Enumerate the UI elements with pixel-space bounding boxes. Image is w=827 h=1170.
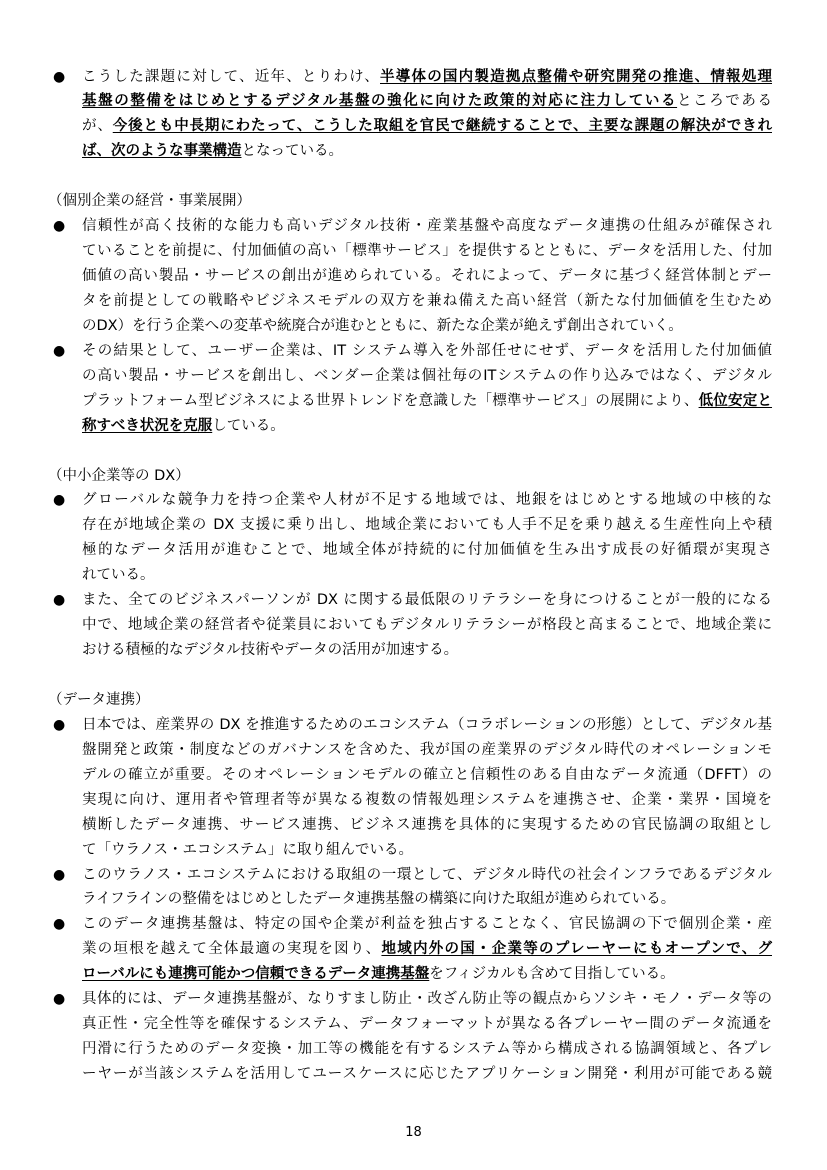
bullet-marker: ●	[53, 716, 66, 733]
text-line	[82, 813, 772, 838]
text-line	[82, 488, 772, 513]
text-line	[82, 314, 772, 339]
bullet-marker: ●	[53, 991, 66, 1008]
text-line	[82, 962, 772, 987]
bullet-item	[0, 214, 827, 339]
text-segment: その結果として、ユーザー企業は、IT システム導入を外部任せにせず、データを活用した付加価値	[82, 342, 772, 359]
text-line	[82, 1062, 772, 1087]
text-segment: 日本では、産業界の DX を推進するためのエコシステム（コラボレーションの形態）として、デジタル基	[82, 716, 772, 733]
emphasized-text: 基盤の整備をはじめとするデジタル基盤の強化に向けた政策的対応に注力している	[82, 93, 678, 110]
section-heading: （中小企業等の DX）	[48, 467, 190, 484]
bullet-item	[0, 65, 827, 165]
emphasized-text: ローバルにも連携可能かつ信頼できるデータ連携基盤	[82, 966, 430, 983]
section-intro	[0, 65, 827, 165]
text-line	[82, 638, 772, 663]
text-line	[82, 339, 772, 364]
text-segment: の高い製品・サービスを創出し、ベンダー企業は個社毎のITシステムの作り込みではなく、デジタル	[82, 367, 772, 384]
text-line	[82, 713, 772, 738]
text-line	[82, 214, 772, 239]
text-segment: が、	[82, 118, 113, 135]
text-line	[82, 937, 772, 962]
emphasized-text: 低位安定と	[698, 392, 773, 409]
bullet-item	[0, 713, 827, 863]
emphasized-text: 地域内外の国・企業等のプレーヤーにもオープンで、グ	[381, 941, 772, 958]
text-segment: タを前提としての戦略やビジネスモデルの双方を兼ね備えた高い経営（新たな付加価値を生むため	[82, 292, 772, 309]
text-segment: 円滑に行うためのデータ変換・加工等の機能を有するシステム等から構成される協調領域と、各プレ	[82, 1041, 772, 1058]
bullet-item	[0, 912, 827, 987]
text-line	[82, 513, 772, 538]
text-segment: 業の垣根を越えて全体最適の実現を図り、	[82, 941, 382, 958]
text-line	[82, 987, 772, 1012]
text-segment: ていることを前提に、付加価値の高い「標準サービス」を提供するとともに、データを活用した、付加	[82, 243, 772, 260]
emphasized-text: ば、次のような事業構造	[82, 143, 242, 160]
bullet-marker: ●	[53, 916, 66, 933]
bullet-marker: ●	[53, 492, 66, 509]
text-segment: プラットフォーム型ビジネスによる世界トレンドを意識した「標準サービス」の展開により、	[82, 392, 699, 409]
text-segment: をフィジカルも含めて目指している。	[429, 966, 675, 983]
text-segment: のDX）を行う企業への変革や統廃合が進むとともに、新たな企業が絶えず創出されていく。	[82, 317, 683, 334]
text-line	[82, 239, 772, 264]
section-individual-business	[0, 189, 827, 438]
text-segment: おける積極的なデジタル技術やデータの活用が加速する。	[82, 642, 459, 659]
text-segment: 具体的には、データ連携基盤が、なりすまし防止・改ざん防止等の観点からソシキ・モノ・データ等の	[82, 991, 772, 1008]
page-number: 18	[405, 1125, 422, 1140]
text-segment: ライフラインの整備をはじめとしたデータ連携基盤の構築に向けた取組が進められている。	[82, 891, 676, 908]
bullet-item	[0, 588, 827, 663]
bullet-marker: ●	[53, 218, 66, 235]
bullet-item	[0, 339, 827, 439]
text-line	[82, 389, 772, 414]
text-segment: 存在が地域企業の DX 支援に乗り出し、地域企業においても人手不足を乗り越える生産性向上や積	[82, 517, 772, 534]
text-line	[82, 414, 772, 439]
text-line	[82, 788, 772, 813]
bullet-item	[0, 987, 827, 1087]
text-line	[82, 114, 772, 139]
bullet-marker: ●	[53, 866, 66, 883]
text-segment: 信頼性が高く技術的な能力も高いデジタル技術・産業基盤や高度なデータ連携の仕組みが確保され	[82, 218, 772, 235]
text-segment: している。	[212, 417, 285, 434]
text-segment: となっている。	[241, 143, 343, 160]
text-segment: このデータ連携基盤は、特定の国や企業が利益を独占することなく、官民協調の下で個別企業・産	[82, 916, 772, 933]
text-segment: デルの確立が重要。そのオペレーションモデルの確立と信頼性のある自由なデータ流通（DFFT）の	[82, 766, 772, 783]
text-line	[82, 1037, 772, 1062]
bullet-item	[0, 488, 827, 588]
text-line	[82, 912, 772, 937]
text-line	[82, 538, 772, 563]
text-segment: 盤開発と政策・制度などのガバナンスを含めた、我が国の産業界のデジタル時代のオペレーションモ	[82, 741, 772, 758]
text-segment: て「ウラノス・エコシステム」に取り組んでいる。	[82, 841, 414, 858]
section-heading: （データ連携）	[48, 691, 150, 708]
text-line	[82, 613, 772, 638]
bullet-item	[0, 863, 827, 913]
text-line	[82, 289, 772, 314]
text-line	[82, 838, 772, 863]
text-segment: 極的なデータ活用が進むことで、地域全体が持続的に付加価値を生み出す成長の好循環が実現さ	[82, 542, 772, 559]
text-segment: 実現に向け、運用者や管理者等が異なる複数の情報処理システムを連携させ、企業・業界・国境を	[82, 791, 772, 808]
emphasized-text: 今後とも中長期にわたって、こうした取組を官民で継続することで、主要な課題の解決ができれ	[112, 118, 772, 135]
document-body	[0, 65, 827, 1087]
text-segment: 中で、地域企業の経営者や従業員においてもデジタルリテラシーが格段と高まることで、地域企業に	[82, 617, 772, 634]
text-line	[82, 738, 772, 763]
text-line	[82, 89, 772, 114]
text-line	[82, 139, 772, 164]
section-heading: （個別企業の経営・事業展開）	[48, 193, 251, 210]
bullet-marker: ●	[53, 592, 66, 609]
text-segment: グローバルな競争力を持つ企業や人材が不足する地域では、地銀をはじめとする地域の中核的な	[82, 492, 772, 509]
bullet-marker: ●	[53, 342, 66, 359]
text-line	[82, 364, 772, 389]
text-segment: 横断したデータ連携、サービス連携、ビジネス連携を具体的に実現するための官民協調の取組とし	[82, 816, 772, 833]
text-line	[82, 763, 772, 788]
section-sme-dx	[0, 464, 827, 664]
text-line	[82, 563, 772, 588]
text-line	[82, 264, 772, 289]
bullet-marker: ●	[53, 68, 66, 85]
text-segment: このウラノス・エコシステムにおける取組の一環として、デジタル時代の社会インフラであるデジタル	[82, 866, 772, 883]
text-segment: 価値の高い製品・サービスの創出が進められている。それによって、データに基づく経営体制とデー	[82, 268, 772, 284]
emphasized-text: 称すべき状況を克服	[82, 417, 213, 434]
text-segment: 真正性・完全性等を確保するシステム、データフォーマットが異なる各プレーヤー間のデータ流通を	[82, 1016, 772, 1033]
text-line	[82, 588, 772, 613]
text-segment: れている。	[82, 567, 155, 584]
text-line	[82, 863, 772, 888]
text-line	[82, 887, 772, 912]
text-segment: また、全てのビジネスパーソンが DX に関する最低限のリテラシーを身につけることが一般的になる	[82, 592, 772, 609]
text-segment: ーヤーが当該システムを活用してユースケースに応じたアプリケーション開発・利用が可能である競	[82, 1066, 772, 1082]
text-segment: こうした課題に対して、近年、とりわけ、	[82, 68, 380, 85]
text-line	[82, 1012, 772, 1037]
section-data-linkage	[0, 688, 827, 1087]
text-segment: ところである	[677, 93, 772, 110]
text-line	[82, 65, 772, 90]
emphasized-text: 半導体の国内製造拠点整備や研究開発の推進、情報処理	[380, 68, 773, 85]
